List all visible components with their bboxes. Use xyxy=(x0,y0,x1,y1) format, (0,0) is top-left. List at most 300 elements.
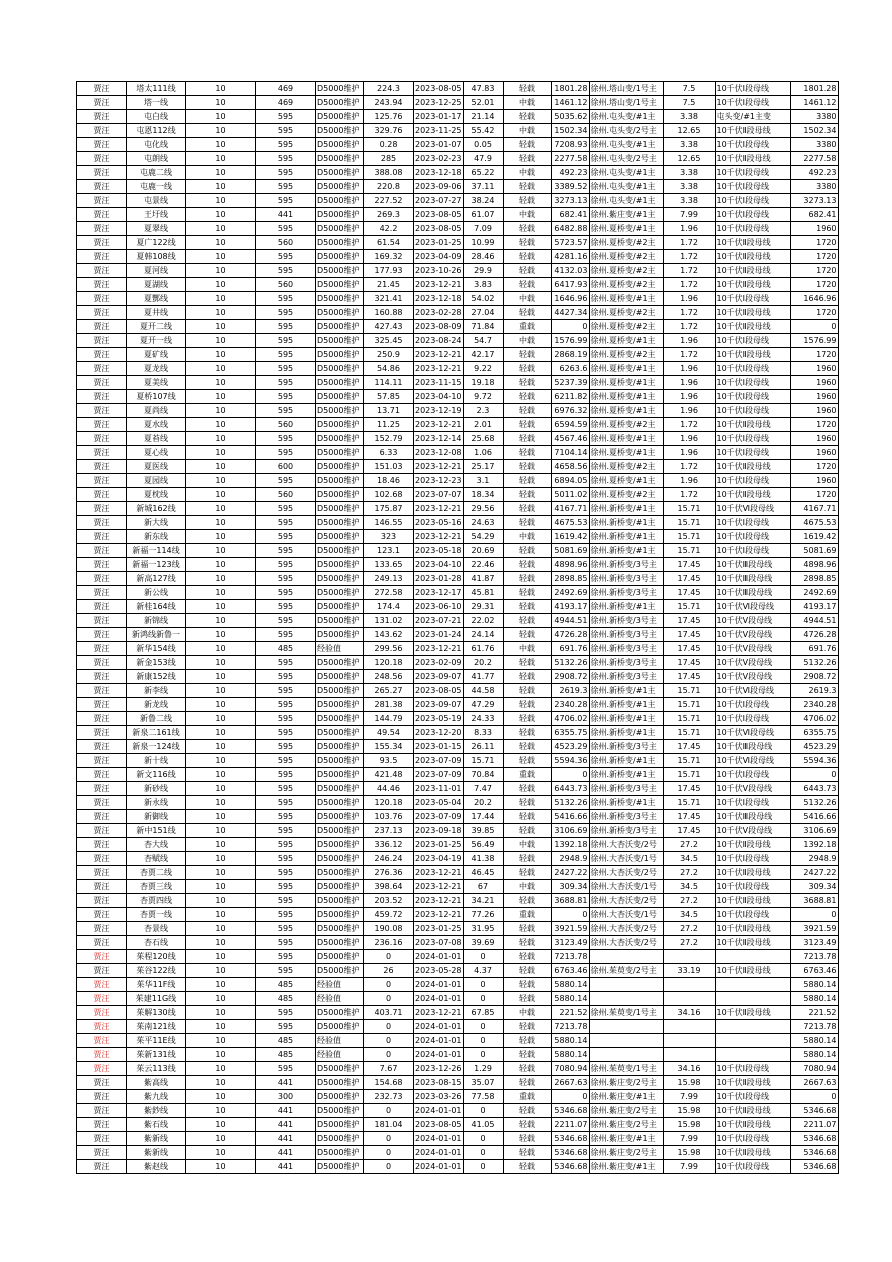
cell-transformer: 徐州.新桥变/#1主 xyxy=(589,684,663,698)
cell-transformer: 徐州.新桥变/3号主 xyxy=(589,572,663,586)
cell-current: 152.79 xyxy=(364,432,414,446)
cell-line-name: 杏景线 xyxy=(127,922,186,936)
cell-current: 144.79 xyxy=(364,712,414,726)
cell-capacity: 17.45 xyxy=(663,782,715,796)
cell-available-final: 0 xyxy=(790,1090,838,1104)
cell-capacity: 34.16 xyxy=(663,1062,715,1076)
cell-limit: 441 xyxy=(256,1076,316,1090)
table-row xyxy=(77,670,839,684)
cell-transformer: 徐州.大杏沃变/1号 xyxy=(589,852,663,866)
cell-load-status: 轻载 xyxy=(503,460,551,474)
cell-load-rate: 52.01 xyxy=(463,96,503,110)
cell-current: 321.41 xyxy=(364,292,414,306)
cell-source: D5000维护 xyxy=(316,698,364,712)
cell-voltage: 10 xyxy=(186,348,256,362)
cell-available: 492.23 xyxy=(551,166,589,180)
cell-district: 贾汪 xyxy=(77,698,127,712)
cell-available: 5723.57 xyxy=(551,236,589,250)
cell-transformer: 徐州.新桥变/3号主 xyxy=(589,586,663,600)
cell-available: 5132.26 xyxy=(551,796,589,810)
cell-limit: 595 xyxy=(256,782,316,796)
cell-capacity: 34.5 xyxy=(663,908,715,922)
cell-limit: 595 xyxy=(256,348,316,362)
cell-current: 151.03 xyxy=(364,460,414,474)
cell-available-final: 3380 xyxy=(790,138,838,152)
cell-line-name: 屯景线 xyxy=(127,194,186,208)
cell-source: D5000维护 xyxy=(316,880,364,894)
cell-voltage: 10 xyxy=(186,502,256,516)
table-row xyxy=(77,1104,839,1118)
cell-load-rate: 4.37 xyxy=(463,964,503,978)
cell-voltage: 10 xyxy=(186,1062,256,1076)
cell-date: 2024-01-01 xyxy=(414,950,464,964)
table-row xyxy=(77,908,839,922)
cell-limit: 441 xyxy=(256,1132,316,1146)
cell-load-rate: 25.17 xyxy=(463,460,503,474)
cell-district: 贾汪 xyxy=(77,922,127,936)
table-row xyxy=(77,362,839,376)
cell-current: 133.65 xyxy=(364,558,414,572)
cell-busbar: 10千伏Ⅱ段母线 xyxy=(715,488,790,502)
cell-load-rate: 26.11 xyxy=(463,740,503,754)
cell-source: D5000维护 xyxy=(316,922,364,936)
cell-capacity: 17.45 xyxy=(663,586,715,600)
cell-capacity: 15.71 xyxy=(663,698,715,712)
cell-limit: 595 xyxy=(256,964,316,978)
cell-limit: 595 xyxy=(256,572,316,586)
cell-limit: 485 xyxy=(256,1048,316,1062)
cell-load-status: 轻载 xyxy=(503,670,551,684)
cell-load-rate: 55.42 xyxy=(463,124,503,138)
cell-transformer: 徐州.新桥变/#1主 xyxy=(589,768,663,782)
cell-transformer xyxy=(589,978,663,992)
table-body xyxy=(77,82,839,1174)
cell-line-name: 茱解130线 xyxy=(127,1006,186,1020)
cell-date: 2024-01-01 xyxy=(414,978,464,992)
cell-available: 5346.68 xyxy=(551,1104,589,1118)
cell-available-final: 5132.26 xyxy=(790,656,838,670)
cell-load-rate: 47.29 xyxy=(463,698,503,712)
cell-available-final: 1392.18 xyxy=(790,838,838,852)
cell-voltage: 10 xyxy=(186,1048,256,1062)
cell-available-final: 5880.14 xyxy=(790,978,838,992)
cell-load-status: 轻载 xyxy=(503,936,551,950)
cell-current: 120.18 xyxy=(364,656,414,670)
table-row xyxy=(77,292,839,306)
cell-load-rate: 18.34 xyxy=(463,488,503,502)
cell-capacity: 3.38 xyxy=(663,110,715,124)
cell-load-status: 轻载 xyxy=(503,1020,551,1034)
table-row xyxy=(77,726,839,740)
table-row xyxy=(77,1076,839,1090)
cell-capacity: 17.45 xyxy=(663,824,715,838)
cell-capacity: 1.96 xyxy=(663,474,715,488)
cell-source: D5000维护 xyxy=(316,1076,364,1090)
cell-current: 44.46 xyxy=(364,782,414,796)
cell-busbar: 10千伏Ⅲ段母线 xyxy=(715,740,790,754)
cell-voltage: 10 xyxy=(186,362,256,376)
cell-date: 2023-07-09 xyxy=(414,810,464,824)
table-row xyxy=(77,964,839,978)
cell-district: 贾汪 xyxy=(77,278,127,292)
cell-load-status: 轻载 xyxy=(503,432,551,446)
cell-voltage: 10 xyxy=(186,432,256,446)
cell-date: 2023-05-18 xyxy=(414,544,464,558)
cell-limit: 595 xyxy=(256,502,316,516)
cell-source: D5000维护 xyxy=(316,838,364,852)
cell-transformer: 徐州.塔山变/1号主 xyxy=(589,82,663,96)
cell-load-status: 轻载 xyxy=(503,348,551,362)
cell-district: 贾汪 xyxy=(77,964,127,978)
cell-busbar: 10千伏Ⅰ段母线 xyxy=(715,432,790,446)
cell-available: 0 xyxy=(551,768,589,782)
cell-source: D5000维护 xyxy=(316,488,364,502)
cell-current: 276.36 xyxy=(364,866,414,880)
cell-current: 421.48 xyxy=(364,768,414,782)
cell-load-rate: 1.29 xyxy=(463,1062,503,1076)
cell-load-rate: 24.33 xyxy=(463,712,503,726)
table-row xyxy=(77,334,839,348)
cell-available-final: 6355.75 xyxy=(790,726,838,740)
cell-busbar: 屯头变/#1主变 xyxy=(715,110,790,124)
table-row xyxy=(77,1132,839,1146)
cell-district: 贾汪 xyxy=(77,642,127,656)
cell-load-rate: 39.85 xyxy=(463,824,503,838)
cell-voltage: 10 xyxy=(186,1132,256,1146)
cell-available: 5416.66 xyxy=(551,810,589,824)
cell-current: 7.67 xyxy=(364,1062,414,1076)
cell-line-name: 新鲁二线 xyxy=(127,712,186,726)
cell-source: D5000维护 xyxy=(316,712,364,726)
cell-available: 3273.13 xyxy=(551,194,589,208)
cell-available-final: 3380 xyxy=(790,180,838,194)
cell-district: 贾汪 xyxy=(77,110,127,124)
cell-voltage: 10 xyxy=(186,838,256,852)
table-row xyxy=(77,614,839,628)
cell-district: 贾汪 xyxy=(77,418,127,432)
cell-load-status: 轻载 xyxy=(503,278,551,292)
cell-limit: 595 xyxy=(256,628,316,642)
cell-limit: 441 xyxy=(256,208,316,222)
cell-load-rate: 27.04 xyxy=(463,306,503,320)
cell-capacity: 1.96 xyxy=(663,292,715,306)
cell-available-final: 2898.85 xyxy=(790,572,838,586)
table-row xyxy=(77,1048,839,1062)
cell-voltage: 10 xyxy=(186,824,256,838)
cell-capacity: 17.45 xyxy=(663,628,715,642)
cell-available-final: 1960 xyxy=(790,404,838,418)
cell-limit: 595 xyxy=(256,152,316,166)
cell-voltage: 10 xyxy=(186,992,256,1006)
cell-load-status: 轻载 xyxy=(503,418,551,432)
cell-limit: 595 xyxy=(256,558,316,572)
table-row xyxy=(77,978,839,992)
cell-available-final: 1960 xyxy=(790,432,838,446)
cell-current: 236.16 xyxy=(364,936,414,950)
cell-source: D5000维护 xyxy=(316,950,364,964)
cell-source: D5000维护 xyxy=(316,754,364,768)
cell-current: 61.54 xyxy=(364,236,414,250)
cell-transformer: 徐州.紫庄变/2号主 xyxy=(589,1146,663,1160)
cell-voltage: 10 xyxy=(186,768,256,782)
cell-available-final: 5346.68 xyxy=(790,1146,838,1160)
cell-line-name: 茱华11F线 xyxy=(127,978,186,992)
cell-busbar: 10千伏Ⅵ段母线 xyxy=(715,754,790,768)
cell-current: 114.11 xyxy=(364,376,414,390)
cell-load-rate: 22.02 xyxy=(463,614,503,628)
cell-limit: 595 xyxy=(256,880,316,894)
cell-line-name: 新永线 xyxy=(127,796,186,810)
cell-load-rate: 0 xyxy=(463,978,503,992)
cell-district: 贾汪 xyxy=(77,1034,127,1048)
cell-source: D5000维护 xyxy=(316,432,364,446)
table-row xyxy=(77,278,839,292)
cell-transformer: 徐州.夏桥变/#1主 xyxy=(589,292,663,306)
cell-source: D5000维护 xyxy=(316,138,364,152)
cell-busbar: 10千伏Ⅰ段母线 xyxy=(715,880,790,894)
cell-capacity: 27.2 xyxy=(663,922,715,936)
cell-voltage: 10 xyxy=(186,670,256,684)
cell-district: 贾汪 xyxy=(77,866,127,880)
cell-available: 221.52 xyxy=(551,1006,589,1020)
cell-date: 2023-05-19 xyxy=(414,712,464,726)
cell-source: D5000维护 xyxy=(316,516,364,530)
cell-available: 1619.42 xyxy=(551,530,589,544)
cell-load-status: 轻载 xyxy=(503,362,551,376)
cell-line-name: 夏韩108线 xyxy=(127,250,186,264)
table-row xyxy=(77,768,839,782)
cell-current: 174.4 xyxy=(364,600,414,614)
cell-load-status: 轻载 xyxy=(503,586,551,600)
cell-transformer: 徐州.夏桥变/#2主 xyxy=(589,264,663,278)
cell-busbar xyxy=(715,1020,790,1034)
cell-busbar: 10千伏Ⅰ段母线 xyxy=(715,698,790,712)
cell-date: 2023-11-25 xyxy=(414,124,464,138)
cell-line-name: 夏井线 xyxy=(127,306,186,320)
cell-available: 2898.85 xyxy=(551,572,589,586)
cell-busbar xyxy=(715,992,790,1006)
cell-load-rate: 29.56 xyxy=(463,502,503,516)
cell-transformer: 徐州.紫庄变/2号主 xyxy=(589,1076,663,1090)
cell-line-name: 新福一123线 xyxy=(127,558,186,572)
cell-load-rate: 0 xyxy=(463,1146,503,1160)
cell-load-rate: 22.46 xyxy=(463,558,503,572)
cell-district: 贾汪 xyxy=(77,208,127,222)
cell-available: 4726.28 xyxy=(551,628,589,642)
cell-load-rate: 2.3 xyxy=(463,404,503,418)
cell-capacity: 15.71 xyxy=(663,754,715,768)
cell-load-rate: 42.17 xyxy=(463,348,503,362)
cell-busbar: 10千伏Ⅴ段母线 xyxy=(715,642,790,656)
cell-busbar: 10千伏Ⅵ段母线 xyxy=(715,726,790,740)
cell-date: 2023-12-21 xyxy=(414,418,464,432)
cell-line-name: 新鸿线新鲁一 xyxy=(127,628,186,642)
cell-load-rate: 35.07 xyxy=(463,1076,503,1090)
cell-available-final: 1461.12 xyxy=(790,96,838,110)
table-row xyxy=(77,866,839,880)
table-row xyxy=(77,250,839,264)
cell-date: 2024-01-01 xyxy=(414,1020,464,1034)
cell-busbar: 10千伏Ⅱ段母线 xyxy=(715,250,790,264)
cell-limit: 560 xyxy=(256,488,316,502)
cell-busbar: 10千伏Ⅱ段母线 xyxy=(715,838,790,852)
cell-load-rate: 0.05 xyxy=(463,138,503,152)
cell-date: 2023-12-21 xyxy=(414,502,464,516)
cell-load-status: 轻载 xyxy=(503,824,551,838)
cell-load-rate: 47.9 xyxy=(463,152,503,166)
cell-current: 248.56 xyxy=(364,670,414,684)
cell-transformer: 徐州.茱萸变/1号主 xyxy=(589,1006,663,1020)
cell-transformer: 徐州.紫庄变/2号主 xyxy=(589,1104,663,1118)
cell-transformer: 徐州.屯头变/#1主 xyxy=(589,110,663,124)
table-row xyxy=(77,516,839,530)
cell-available: 7213.78 xyxy=(551,1020,589,1034)
cell-load-rate: 77.58 xyxy=(463,1090,503,1104)
cell-load-status: 轻载 xyxy=(503,138,551,152)
cell-available-final: 6443.73 xyxy=(790,782,838,796)
cell-source: D5000维护 xyxy=(316,334,364,348)
cell-line-name: 夏医线 xyxy=(127,460,186,474)
cell-transformer: 徐州.新桥变/3号主 xyxy=(589,740,663,754)
cell-capacity: 12.65 xyxy=(663,152,715,166)
cell-load-status: 轻载 xyxy=(503,922,551,936)
cell-district: 贾汪 xyxy=(77,852,127,866)
cell-line-name: 紫鈔线 xyxy=(127,1104,186,1118)
cell-line-name: 王圩线 xyxy=(127,208,186,222)
cell-current: 0 xyxy=(364,992,414,1006)
cell-busbar: 10千伏Ⅲ段母线 xyxy=(715,810,790,824)
cell-available-final: 3688.81 xyxy=(790,894,838,908)
cell-line-name: 紫高线 xyxy=(127,1076,186,1090)
cell-source: 经验值 xyxy=(316,642,364,656)
cell-limit: 595 xyxy=(256,222,316,236)
cell-busbar: 10千伏Ⅰ段母线 xyxy=(715,544,790,558)
cell-date: 2023-12-21 xyxy=(414,894,464,908)
table-row xyxy=(77,138,839,152)
cell-limit: 595 xyxy=(256,600,316,614)
cell-date: 2023-07-09 xyxy=(414,754,464,768)
cell-available: 2211.07 xyxy=(551,1118,589,1132)
cell-available: 4193.17 xyxy=(551,600,589,614)
cell-current: 285 xyxy=(364,152,414,166)
cell-transformer: 徐州.紫庄变/#1主 xyxy=(589,1160,663,1174)
cell-source: D5000维护 xyxy=(316,460,364,474)
cell-date: 2023-07-21 xyxy=(414,614,464,628)
cell-voltage: 10 xyxy=(186,1104,256,1118)
cell-busbar: 10千伏Ⅱ段母线 xyxy=(715,348,790,362)
cell-district: 贾汪 xyxy=(77,656,127,670)
cell-transformer: 徐州.夏桥变/#2主 xyxy=(589,320,663,334)
cell-available-final: 2667.63 xyxy=(790,1076,838,1090)
cell-busbar: 10千伏Ⅰ段母线 xyxy=(715,796,790,810)
cell-limit: 595 xyxy=(256,894,316,908)
cell-current: 0 xyxy=(364,1034,414,1048)
cell-district: 贾汪 xyxy=(77,460,127,474)
cell-load-rate: 41.05 xyxy=(463,1118,503,1132)
cell-transformer xyxy=(589,1034,663,1048)
cell-district: 贾汪 xyxy=(77,1160,127,1174)
cell-source: D5000维护 xyxy=(316,1160,364,1174)
cell-load-status: 中载 xyxy=(503,208,551,222)
cell-load-status: 轻载 xyxy=(503,264,551,278)
cell-busbar: 10千伏Ⅰ段母线 xyxy=(715,1090,790,1104)
cell-line-name: 夏开一线 xyxy=(127,334,186,348)
cell-source: D5000维护 xyxy=(316,908,364,922)
cell-transformer: 徐州.大杏沃变/2号 xyxy=(589,922,663,936)
cell-transformer: 徐州.大杏沃变/1号 xyxy=(589,880,663,894)
cell-district: 贾汪 xyxy=(77,670,127,684)
cell-load-rate: 24.63 xyxy=(463,516,503,530)
cell-transformer: 徐州.茱萸变/2号主 xyxy=(589,964,663,978)
cell-transformer: 徐州.新桥变/#1主 xyxy=(589,516,663,530)
cell-line-name: 新高127线 xyxy=(127,572,186,586)
cell-line-name: 夏河线 xyxy=(127,264,186,278)
cell-capacity: 7.5 xyxy=(663,96,715,110)
cell-available: 4167.71 xyxy=(551,502,589,516)
cell-limit: 595 xyxy=(256,474,316,488)
cell-capacity: 1.96 xyxy=(663,222,715,236)
cell-capacity: 15.71 xyxy=(663,796,715,810)
cell-line-name: 新金153线 xyxy=(127,656,186,670)
cell-busbar xyxy=(715,950,790,964)
cell-available: 6355.75 xyxy=(551,726,589,740)
table-row xyxy=(77,418,839,432)
cell-line-name: 夏美线 xyxy=(127,376,186,390)
table-row xyxy=(77,124,839,138)
cell-voltage: 10 xyxy=(186,740,256,754)
cell-capacity: 1.72 xyxy=(663,348,715,362)
cell-limit: 595 xyxy=(256,1062,316,1076)
cell-current: 459.72 xyxy=(364,908,414,922)
cell-load-rate: 20.69 xyxy=(463,544,503,558)
cell-available-final: 4675.53 xyxy=(790,516,838,530)
cell-date: 2023-05-04 xyxy=(414,796,464,810)
cell-available-final: 4944.51 xyxy=(790,614,838,628)
cell-date: 2023-04-10 xyxy=(414,390,464,404)
cell-voltage: 10 xyxy=(186,96,256,110)
cell-load-rate: 70.84 xyxy=(463,768,503,782)
cell-voltage: 10 xyxy=(186,684,256,698)
cell-capacity: 15.71 xyxy=(663,516,715,530)
cell-voltage: 10 xyxy=(186,418,256,432)
cell-load-status: 重载 xyxy=(503,908,551,922)
table-row xyxy=(77,1146,839,1160)
cell-limit: 595 xyxy=(256,376,316,390)
cell-source: D5000维护 xyxy=(316,152,364,166)
cell-voltage: 10 xyxy=(186,124,256,138)
cell-source: D5000维护 xyxy=(316,1118,364,1132)
cell-transformer: 徐州.新桥变/3号主 xyxy=(589,670,663,684)
cell-current: 299.56 xyxy=(364,642,414,656)
cell-line-name: 杏石线 xyxy=(127,936,186,950)
cell-voltage: 10 xyxy=(186,138,256,152)
cell-source: D5000维护 xyxy=(316,404,364,418)
cell-busbar: 10千伏Ⅰ段母线 xyxy=(715,222,790,236)
cell-busbar xyxy=(715,1034,790,1048)
cell-source: D5000维护 xyxy=(316,544,364,558)
cell-current: 26 xyxy=(364,964,414,978)
table-row xyxy=(77,264,839,278)
cell-line-name: 新砂线 xyxy=(127,782,186,796)
cell-line-name: 夏尚线 xyxy=(127,404,186,418)
cell-available: 5880.14 xyxy=(551,1048,589,1062)
cell-load-status: 轻载 xyxy=(503,152,551,166)
cell-transformer: 徐州.新桥变/#1主 xyxy=(589,502,663,516)
cell-load-rate: 0 xyxy=(463,1160,503,1174)
table-row xyxy=(77,96,839,110)
cell-source: D5000维护 xyxy=(316,964,364,978)
cell-limit: 595 xyxy=(256,334,316,348)
